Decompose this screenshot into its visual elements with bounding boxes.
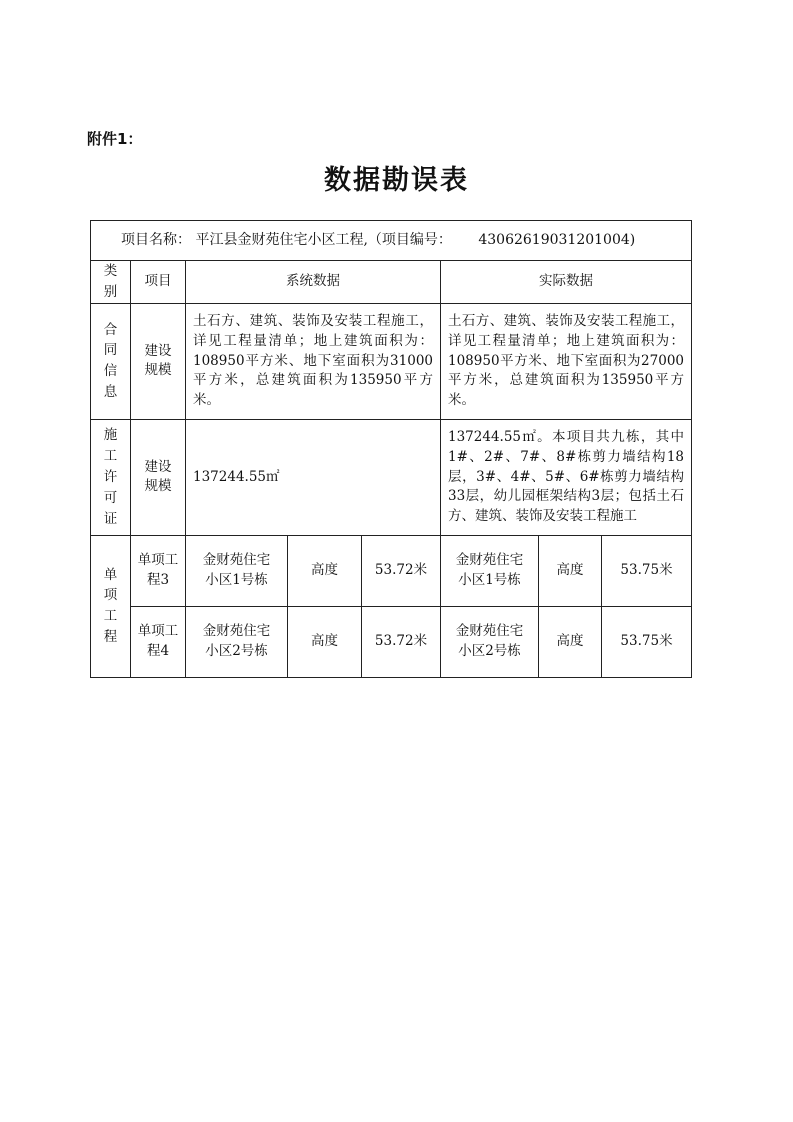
project-name: 平江县金财苑住宅小区工程,（项目编号： — [195, 232, 452, 249]
header-item: 项目 — [131, 261, 186, 304]
attachment-label: 附件1： — [87, 130, 143, 148]
sys-building-name: 金财苑住宅小区2号栋 — [186, 606, 288, 677]
project-label: 项目名称： — [121, 232, 191, 249]
act-height-value: 53.75米 — [602, 535, 692, 606]
act-height-value: 53.75米 — [602, 606, 692, 677]
permit-row — [91, 419, 692, 535]
document-title: 数据勘误表 — [324, 165, 469, 196]
header-system-data: 系统数据 — [186, 261, 441, 304]
category-contract: 合同信息 — [91, 303, 131, 419]
sys-building-name: 金财苑住宅小区1号栋 — [186, 535, 288, 606]
sys-attr-label: 高度 — [288, 535, 362, 606]
single-row-3 — [91, 535, 692, 606]
act-building-name: 金财苑住宅小区1号栋 — [441, 535, 539, 606]
sys-height-value: 53.72米 — [362, 606, 441, 677]
contract-row — [91, 303, 692, 419]
item-permit: 建设规模 — [131, 419, 186, 535]
errata-table — [90, 220, 692, 678]
category-single: 单项工程 — [91, 535, 131, 677]
act-attr-label: 高度 — [539, 606, 602, 677]
act-building-name: 金财苑住宅小区2号栋 — [441, 606, 539, 677]
project-row — [91, 221, 692, 261]
project-code: 43062619031201004) — [478, 232, 636, 249]
item-single-3: 单项工程3 — [131, 535, 186, 606]
act-attr-label: 高度 — [539, 535, 602, 606]
contract-system-data: 土石方、建筑、装饰及安装工程施工，详见工程量清单；地上建筑面积为：108950平方米、地下室面积为31000平方米，总建筑面积为135950平方米。 — [186, 303, 441, 419]
category-permit: 施工许可证 — [91, 419, 131, 535]
sys-attr-label: 高度 — [288, 606, 362, 677]
contract-actual-data: 土石方、建筑、装饰及安装工程施工，详见工程量清单；地上建筑面积为：108950平方米、地下室面积为27000平方米，总建筑面积为135950平方米。 — [441, 303, 692, 419]
sys-height-value: 53.72米 — [362, 535, 441, 606]
item-single-4: 单项工程4 — [131, 606, 186, 677]
permit-actual-data: 137244.55㎡。本项目共九栋，其中1#、2#、7#、8#栋剪力墙结构18层，3#、4#、5#、6#栋剪力墙结构33层，幼儿园框架结构3层；包括土石方、建筑、装饰及安装工程施工 — [441, 419, 692, 535]
single-row-4 — [91, 606, 692, 677]
header-category: 类别 — [91, 261, 131, 304]
item-contract: 建设规模 — [131, 303, 186, 419]
header-actual-data: 实际数据 — [441, 261, 692, 304]
header-row — [91, 261, 692, 304]
permit-system-data: 137244.55㎡ — [186, 419, 441, 535]
project-cell — [91, 221, 692, 261]
